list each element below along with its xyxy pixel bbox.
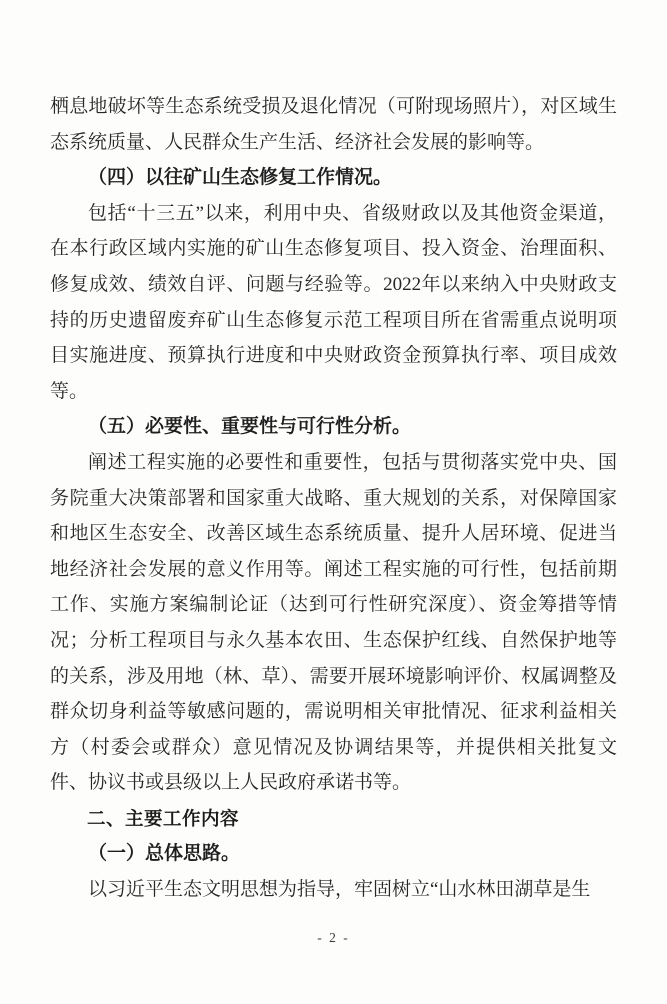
page-number: - 2 -	[317, 930, 350, 945]
paragraph-necessity-feasibility-analysis: 阐述工程实施的必要性和重要性，包括与贯彻落实党中央、国务院重大决策部署和国家重大战略、重大规划的关系，对保障国家和地区生态安全、改善区域生态系统质量、提升人居环境、促进当地经济社会发展的意义作用等。阐述工程实施的可行性，包括前期工作、实施方案编制论证（达到可行性研究深度）、资金筹措等情况；分析工程项目与永久基本农田、生态保护红线、自然保护地等的关系，涉及用地（林、草）、需要开展环境影响评价、权属调整及群众切身利益等敏感问题的，需说明相关审批情况、征求利益相关方（村委会或群众）意见情况及协调结果等，并提供相关批复文件、协议书或县级以上人民政府承诺书等。	[50, 451, 617, 794]
chapter-heading-2-main-work-content: 二、主要工作内容	[87, 807, 240, 829]
section-heading-5-necessity-feasibility: （五）必要性、重要性与可行性分析。	[88, 416, 412, 438]
section-heading-1-overall-approach: （一）总体思路。	[88, 843, 241, 865]
document-body	[50, 89, 617, 908]
paragraph-ecosystem-damage-continuation: 栖息地破坏等生态系统受损及退化情况（可附现场照片），对区域生态系统质量、人民群众生产生活、经济社会发展的影响等。	[50, 96, 617, 153]
paragraph-guiding-ideology-truncated: 以习近平生态文明思想为指导，牢固树立“山水林田湖草是生	[88, 879, 591, 901]
paragraph-funding-channels: 包括“十三五”以来，利用中央、省级财政以及其他资金渠道，在本行政区域内实施的矿山生态修复项目、投入资金、治理面积、修复成效、绩效自评、问题与经验等。2022年以来纳入中央财政支持的历史遗留废弃矿山生态修复示范工程项目所在省需重点说明项目实施进度、预算执行进度和中央财政资金预算执行率、项目成效等。	[50, 202, 617, 402]
section-heading-4-past-restoration-work: （四）以往矿山生态修复工作情况。	[88, 167, 393, 189]
